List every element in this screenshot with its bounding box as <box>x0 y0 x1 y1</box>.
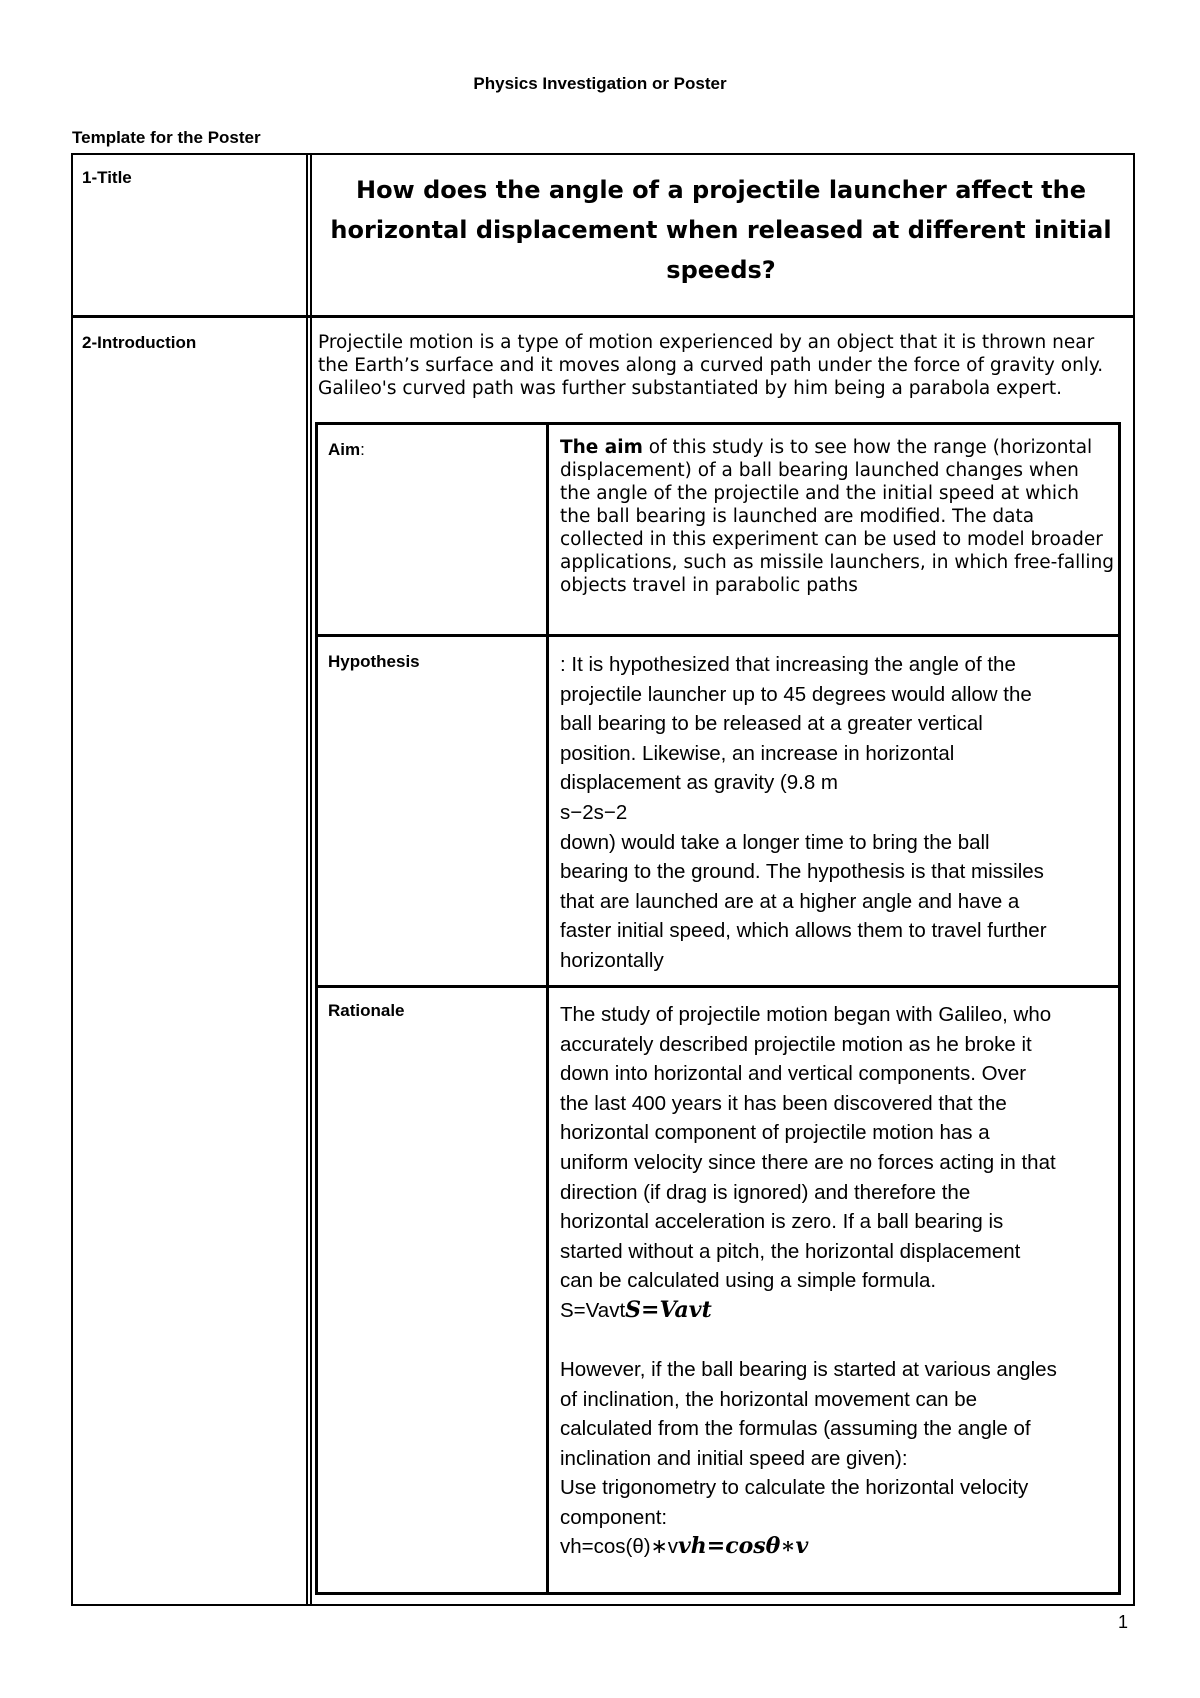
aim-label: Aim: <box>328 440 365 459</box>
formula-displacement: S=VavtS=Vavt <box>560 1297 712 1323</box>
text-line: inclination and initial speed are given): <box>560 1446 908 1470</box>
text-line: displacement as gravity (9.8 m <box>560 771 839 795</box>
row-label-title: 1-Title <box>82 168 132 187</box>
text-line: : It is hypothesized that increasing the angle of the <box>560 653 1016 676</box>
text-line: calculated from the formulas (assuming the angle of <box>560 1417 1031 1441</box>
rationale-text-continued <box>560 1355 1115 1533</box>
column-divider-double <box>310 153 312 1606</box>
row-label-introduction: 2-Introduction <box>82 333 197 352</box>
introduction-text: Projectile motion is a type of motion experienced by an object that it is thrown near the Earth’s surface and it moves along a curved path under the force of gravity only. Galileo's curved path was further substantiated by him being a parabola expert. <box>318 332 1104 399</box>
text-line: bearing to the ground. The hypothesis is that missiles <box>560 860 1044 884</box>
column-divider <box>306 153 308 1606</box>
text-line: faster initial speed, which allows them to travel further <box>560 919 1047 943</box>
text-line: horizontally <box>560 948 664 972</box>
text-line: accurately described projectile motion as he broke it <box>560 1032 1032 1056</box>
inner-row-divider <box>315 634 1121 637</box>
text-line: The study of projectile motion began with Galileo, who <box>560 1003 1052 1026</box>
text-line: the last 400 years it has been discovered that the <box>560 1091 1007 1115</box>
text-line: that are launched are at a higher angle and have a <box>560 889 1020 913</box>
text-line: position. Likewise, an increase in horizontal <box>560 741 955 765</box>
aim-text <box>560 436 1115 597</box>
formula-horizontal-velocity: vh=cos(θ)∗vvh=cosθ∗v <box>560 1533 809 1559</box>
text-line: horizontal acceleration is zero. If a ball bearing is <box>560 1210 1004 1234</box>
page-number: 1 <box>1118 1612 1129 1632</box>
text-line: down into horizontal and vertical components. Over <box>560 1062 1027 1086</box>
text-line: Use trigonometry to calculate the horizontal velocity <box>560 1476 1029 1500</box>
template-label: Template for the Poster <box>72 128 261 147</box>
aim-lead: The aim <box>560 437 643 458</box>
row-divider <box>71 315 1135 318</box>
text-line: can be calculated using a simple formula. <box>560 1269 937 1293</box>
poster-title: How does the angle of a projectile launcher affect the horizontal displacement when released at different initial speeds? <box>330 176 1112 284</box>
rationale-label: Rationale <box>328 1001 405 1020</box>
text-line: s−2s−2 <box>560 800 628 824</box>
hypothesis-label: Hypothesis <box>328 652 420 671</box>
text-line: direction (if drag is ignored) and therefore the <box>560 1180 971 1204</box>
text-line: of inclination, the horizontal movement can be <box>560 1387 978 1411</box>
inner-column-divider <box>546 422 549 1595</box>
rationale-text <box>560 1000 1115 1296</box>
aim-body: of this study is to see how the range (horizontal displacement) of a ball bearing launched changes when the angle of the projectile and the initial speed at which the ball bearing is launched are modified. The data collected in this experiment can be used to model broader applications, such as missile launchers, in which free-falling objects travel in parabolic paths <box>560 437 1115 596</box>
hypothesis-text <box>560 650 1115 976</box>
text-line: projectile launcher up to 45 degrees would allow the <box>560 682 1032 706</box>
inner-row-divider <box>315 985 1121 988</box>
text-line: started without a pitch, the horizontal displacement <box>560 1239 1021 1263</box>
page-header: Physics Investigation or Poster <box>473 74 727 93</box>
text-line: component: <box>560 1505 668 1529</box>
text-line: ball bearing to be released at a greater vertical <box>560 712 983 736</box>
text-line: uniform velocity since there are no forces acting in that <box>560 1150 1056 1174</box>
text-line: horizontal component of projectile motion has a <box>560 1121 990 1145</box>
text-line: down) would take a longer time to bring the ball <box>560 830 990 854</box>
text-line: However, if the ball bearing is started at various angles <box>560 1358 1057 1381</box>
